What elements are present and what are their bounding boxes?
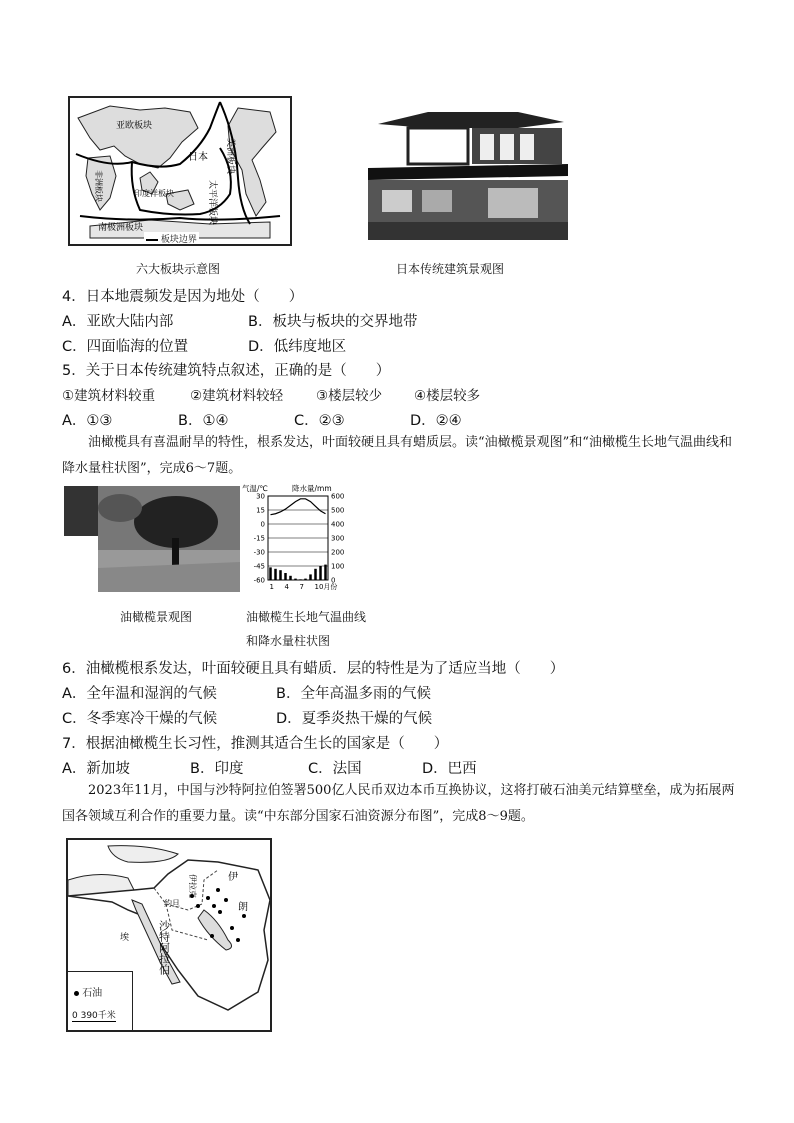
building-photo [368, 106, 568, 240]
climate-chart-caption-2: 和降水量柱状图 [246, 634, 331, 648]
climate-chart [240, 482, 360, 594]
precip-tick-label: 600 [331, 492, 345, 501]
precip-bar [294, 579, 297, 580]
mideast-legend [68, 971, 133, 1030]
q6-option-b[interactable]: B．全年高温多雨的气候 [276, 686, 431, 702]
oil-legend-dot-icon [74, 991, 79, 996]
q7-option-a[interactable]: A．新加坡 [62, 761, 130, 777]
mideast-map [66, 838, 272, 1032]
precip-bar [274, 569, 277, 580]
temp-tick-label: -60 [253, 576, 265, 585]
precip-tick-label: 500 [331, 506, 345, 515]
precip-axis-title: 降水量/mm [292, 484, 332, 493]
q6-stem: 6．油橄榄根系发达，叶面较硬且具有蜡质．层的特性是为了适应当地（ ） [62, 661, 565, 677]
scale-bar: 0 390千米 [72, 1008, 116, 1022]
temp-tick-label: 30 [256, 492, 265, 501]
label-jordan: 约旦 [164, 899, 180, 908]
q6-option-d[interactable]: D．夏季炎热干燥的气候 [276, 711, 433, 727]
label-iran-2: 朗 [238, 902, 248, 913]
q7-option-d[interactable]: D．巴西 [422, 761, 477, 777]
q5-stem: 5．关于日本传统建筑特点叙述，正确的是（ ） [62, 363, 391, 379]
q5-option-b[interactable]: B．①④ [178, 413, 229, 429]
q5-option-c[interactable]: C．②③ [294, 413, 345, 429]
q6-option-a[interactable]: A．全年温和湿润的气候 [62, 686, 217, 702]
q7-option-c[interactable]: C．法国 [308, 761, 362, 777]
precip-tick-label: 300 [331, 534, 345, 543]
precip-bar [314, 569, 317, 580]
label-pacific: 太平洋板块 [207, 180, 217, 226]
precip-bar [269, 567, 272, 580]
q6-option-c[interactable]: C．冬季寒冷干燥的气候 [62, 711, 218, 727]
precip-tick-label: 400 [331, 520, 345, 529]
temp-tick-label: -15 [253, 534, 265, 543]
temp-tick-label: 15 [256, 506, 265, 515]
plates-map-svg [70, 98, 290, 244]
month-tick-label: 7 [299, 583, 304, 591]
temp-tick-label: 0 [260, 520, 265, 529]
label-egypt: 埃 [120, 933, 130, 943]
temperature-axis-title: 气温/℃ [242, 484, 268, 493]
temperature-line [271, 499, 326, 515]
label-japan: 日本 [188, 152, 208, 163]
precip-bar [279, 570, 282, 580]
label-saudi: 沙特阿拉伯 [157, 920, 171, 975]
label-iran-1: 伊 [228, 872, 238, 883]
q4-option-b[interactable]: B．板块与板块的交界地带 [248, 314, 418, 330]
plates-map-legend [144, 232, 199, 245]
q5-item-3: ③楼层较少 [316, 388, 383, 404]
label-indian: 印度洋板块 [134, 189, 174, 198]
oil-legend-label: 石油 [82, 988, 103, 999]
month-tick-label: 4 [284, 583, 289, 591]
legend-plate-boundary: 板块边界 [160, 235, 197, 245]
q7-stem: 7．根据油橄榄生长习性，推测其适合生长的国家是（ ） [62, 736, 449, 752]
q5-item-2: ②建筑材料较轻 [190, 388, 284, 404]
temp-tick-label: -30 [253, 548, 265, 557]
precip-bar [309, 574, 312, 580]
q5-option-a[interactable]: A．①③ [62, 413, 113, 429]
q7-option-b[interactable]: B．印度 [190, 761, 244, 777]
plates-map-caption: 六大板块示意图 [136, 262, 221, 276]
q4-option-a[interactable]: A．亚欧大陆内部 [62, 314, 174, 330]
precip-bar [319, 566, 322, 580]
q4-option-d[interactable]: D．低纬度地区 [248, 339, 347, 355]
building-photo-caption: 日本传统建筑景观图 [396, 262, 505, 276]
q5-option-d[interactable]: D．②④ [410, 413, 462, 429]
label-iraq: 伊拉克 [188, 874, 197, 898]
label-antarctic: 南极洲板块 [98, 223, 144, 233]
passage-olive: 油橄榄具有喜温耐旱的特性，根系发达，叶面较硬且具有蜡质层。读“油橄榄景观图”和“油橄榄生长地气温曲线和降水量柱状图”，完成6～7题。 [62, 435, 732, 476]
building-photo-svg [368, 106, 568, 240]
month-tick-label: 1 [269, 583, 274, 591]
precip-bar [289, 576, 292, 580]
precip-tick-label: 100 [331, 562, 345, 571]
label-american: 美洲板块 [225, 138, 235, 175]
olive-photo [64, 486, 240, 592]
q5-item-1: ①建筑材料较重 [62, 388, 156, 404]
precip-tick-label: 200 [331, 548, 345, 557]
passage-oil: 2023年11月，中国与沙特阿拉伯签署500亿人民币双边本币互换协议，这将打破石油美元结算壁垒，成为拓展两国各领域互利合作的重要力量。读“中东部分国家石油资源分布图”，完成8～9题。 [62, 783, 735, 824]
q5-item-4: ④楼层较多 [414, 388, 481, 404]
plates-map [68, 96, 292, 246]
climate-chart-svg [240, 482, 360, 594]
month-tick-label: 10月份 [314, 583, 338, 591]
temp-tick-label: -45 [253, 562, 265, 571]
climate-chart-caption-1: 油橄榄生长地气温曲线 [246, 610, 367, 624]
precip-bar [299, 579, 302, 580]
label-eurasian: 亚欧板块 [116, 121, 153, 131]
precip-tick-label: 0 [331, 576, 336, 585]
precip-bar [304, 579, 307, 580]
precip-bar [284, 573, 287, 580]
olive-photo-svg [64, 486, 240, 592]
precip-bar [324, 565, 327, 580]
label-african: 非洲板块 [94, 170, 103, 202]
q4-stem: 4．日本地震频发是因为地处（ ） [62, 289, 304, 305]
olive-photo-caption: 油橄榄景观图 [120, 610, 193, 624]
q4-option-c[interactable]: C．四面临海的位置 [62, 339, 189, 355]
